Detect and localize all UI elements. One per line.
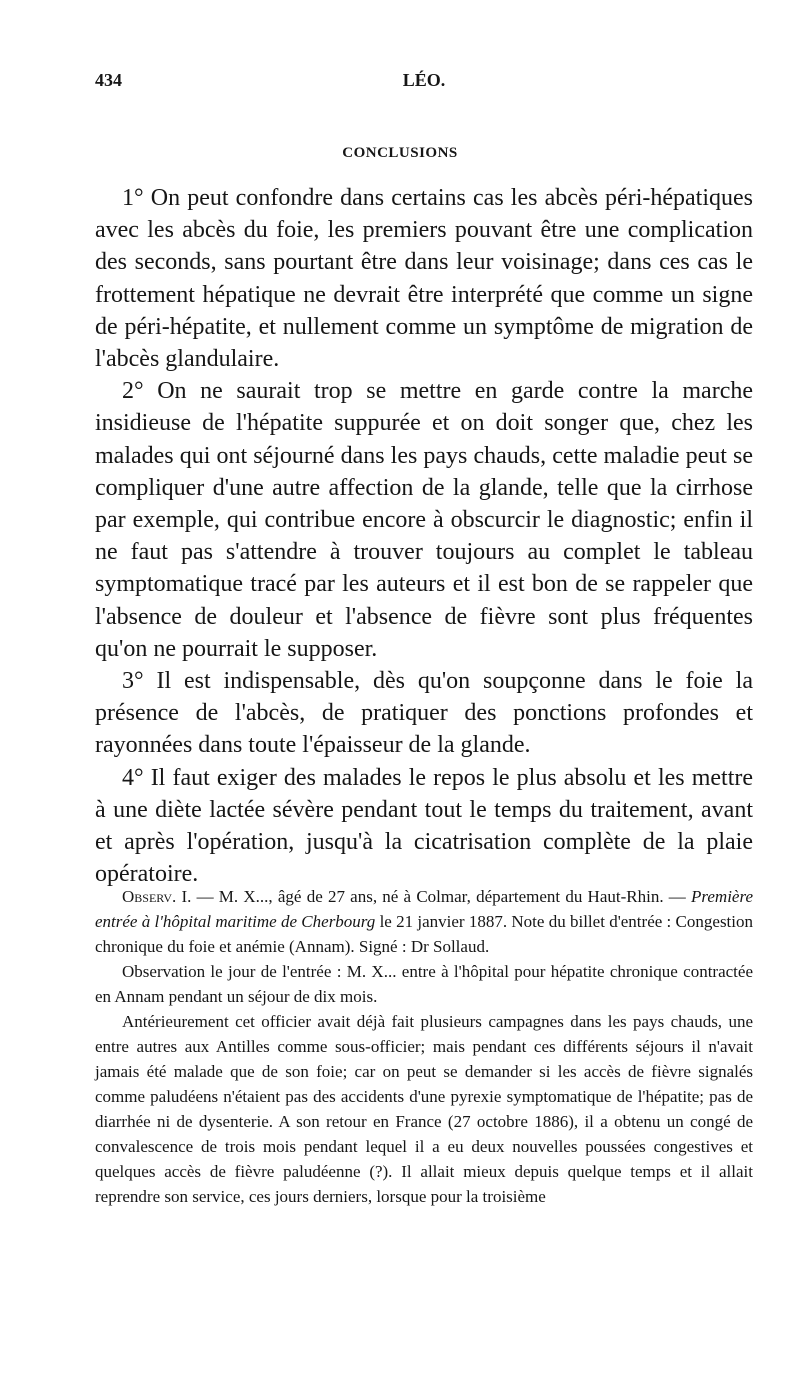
conclusion-2: 2° On ne saurait trop se mettre en garde contre la marche insidieuse de l'hépatite suppurée et on doit songer que, chez les malades qui ont séjourné dans les pays chauds, cette maladie peut se compliquer d'une autre affection de la glande, telle que la cirrhose par exemple, qui contribue encore à obscurcir le diagnostic; enfin il ne faut pas s'attendre à trouver toujours au complet le tableau symptomatique tracé par les auteurs et il est bon de se rappeler que l'absence de douleur et l'absence de fièvre sont plus fréquentes qu'on ne pourrait le supposer.: [95, 378, 753, 662]
observation-section: [95, 884, 753, 1209]
section-title: CONCLUSIONS: [342, 145, 458, 161]
observation-intro-rest: le 21 janvier 1887. Note du billet d'entrée : Congestion chronique du foie et anémie (Annam). Signé : Dr Sollaud.: [95, 912, 754, 956]
running-title: LÉO.: [402, 70, 446, 90]
observation-intro-paragraph: [95, 884, 753, 959]
observation-paragraph: Observation le jour de l'entrée : M. X... entre à l'hôpital pour hépatite chronique contractée en Annam pendant un séjour de dix mois.: [95, 962, 753, 1006]
conclusion-3: 3° Il est indispensable, dès qu'on soupçonne dans le foie la présence de l'abcès, de pratiquer des ponctions profondes et rayonnées dans toute l'épaisseur de la glande.: [95, 668, 753, 759]
conclusion-4: 4° Il faut exiger des malades le repos le plus absolu et les mettre à une diète lactée sévère pendant tout le temps du traitement, avant et après l'opération, jusqu'à la cicatrisation complète de la plaie opératoire.: [95, 764, 753, 888]
conclusion-1: 1° On peut confondre dans certains cas les abcès péri-hépatiques avec les abcès du foie, les premiers pouvant être une complication des seconds, sans pourtant être dans leur voisinage; dans ces cas le frottement hépatique ne devrait être interprété que comme un signe de péri-hépatite, et nullement comme un symptôme de migration de l'abcès glandulaire.: [95, 185, 753, 373]
observation-paragraph: Antérieurement cet officier avait déjà fait plusieurs campagnes dans les pays chauds, une entre autres aux Antilles comme sous-officier; mais pendant ces différents séjours il n'avait jamais été malade que de son foie; car on peut se demander si les accès de fièvre signalés comme paludéens n'étaient pas des accidents d'une pyrexie symptomatique de l'hépatite; pas de diarrhée ni de dysenterie. A son retour en France (27 octobre 1886), il a obtenu un congé de convalescence de trois mois pendant lequel il a eu deux nouvelles poussées congestives et quelques accès de fièvre paludéenne (?). Il allait mieux depuis quelque temps et il allait reprendre son service, ces jours derniers, lorsque pour la troisième: [95, 1012, 753, 1206]
running-header: [95, 70, 753, 94]
observation-label: Observ. I.: [122, 887, 192, 906]
observation-entry-title: Première entrée à l'hôpital maritime de Cherbourg: [95, 887, 753, 931]
observation-intro: — M. X..., âgé de 27 ans, né à Colmar, département du Haut-Rhin. —: [191, 887, 691, 906]
conclusions-list: [95, 182, 753, 890]
page-number: 434: [95, 70, 122, 90]
